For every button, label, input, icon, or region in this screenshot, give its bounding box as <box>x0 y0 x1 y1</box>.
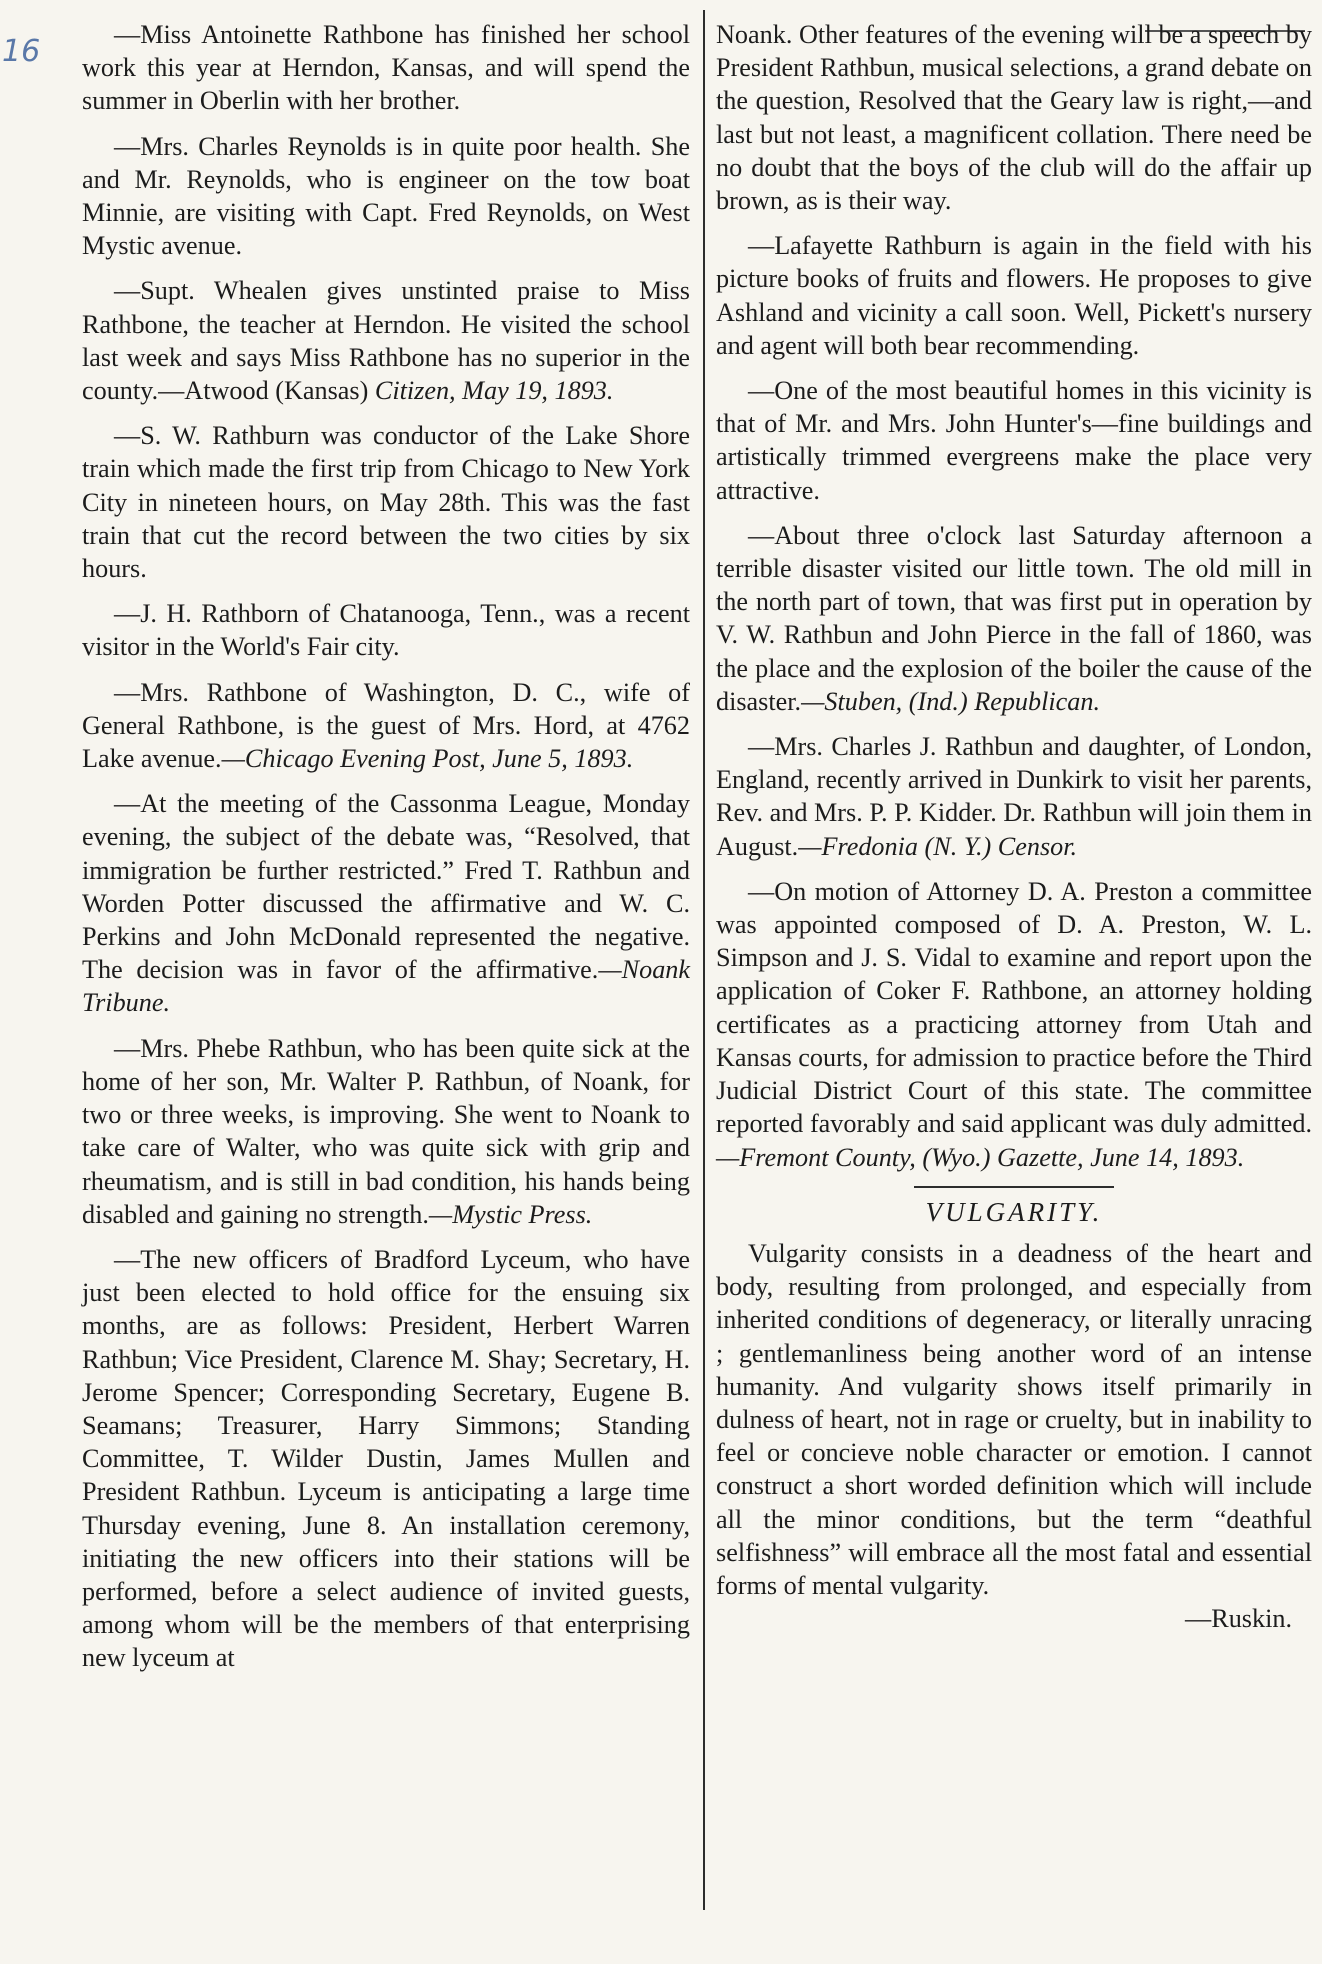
column-rule <box>703 10 705 1910</box>
section-divider <box>914 1186 1114 1188</box>
news-item: —On motion of Attorney D. A. Preston a committee was appointed composed of D. A. Preston, W. L. Simpson and J. S. Vidal to examine and report upon the application of Coker F. Rathbone, an attorney holding certificates as a practicing attorney from Utah and Kansas courts, for admission to practice before the Third Judicial District Court of this state. The committee reported favorably and said applicant was duly admitted.—Fremont County, (Wyo.) Gazette, June 14, 1893. <box>716 876 1312 1172</box>
news-item: —Miss Antoinette Rathbone has finished her school work this year at Herndon, Kansas, and will spend the summer in Oberlin with her brother. <box>82 20 690 116</box>
essay-author: —Ruskin. <box>1185 1604 1292 1634</box>
handwritten-page-number: 16 <box>2 34 41 69</box>
news-item: —Mrs. Charles J. Rathbun and daughter, of London, England, recently arrived in Dunkirk to visit her parents, Rev. and Mrs. P. P. Kidder. Dr. Rathbun will join them in August.—Fredonia (N. Y.) Censor. <box>716 732 1312 861</box>
news-item: —Supt. Whealen gives unstinted praise to Miss Rathbone, the teacher at Herndon. He visited the school last week and says Miss Rathbone has no superior in the county.—Atwood (Kansas) Citizen, May 19, 1893. <box>82 276 690 406</box>
news-item: —S. W. Rathburn was conductor of the Lake Shore train which made the first trip from Chicago to New York City in nineteen hours, on May 28th. This was the fast train that cut the record between the two cities by six hours. <box>82 421 690 584</box>
news-item: —At the meeting of the Cassonma League, Monday evening, the subject of the debate was, “Resolved, that immigration be further restricted.” Fred T. Rathbun and Worden Potter discussed the affirmative and W. C. Perkins and John McDonald represented the negative. The decision was in favor of the affirmative.—Noank Tribune. <box>82 789 690 1018</box>
news-item: —Mrs. Charles Reynolds is in quite poor health. She and Mr. Reynolds, who is engineer on the tow boat Minnie, are visiting with Capt. Fred Reynolds, on West Mystic avenue. <box>82 131 690 261</box>
news-item: Noank. Other features of the evening will be a speech by President Rathbun, musical selections, a grand debate on the question, Resolved that the Geary law is right,—and last but not least, a magnificent collation. There need be no doubt that the boys of the club will do the affair up brown, as is their way. <box>716 20 1312 216</box>
news-item: —J. H. Rathborn of Chatanooga, Tenn., was a recent visitor in the World's Fair city. <box>82 599 690 662</box>
news-item: —The new officers of Bradford Lyceum, who have just been elected to hold office for the ensuing six months, are as follows: President, Herbert Warren Rathbun; Vice President, Clarence M. Shay; Secretary, H. Jerome Spencer; Corresponding Secretary, Eugene B. Seamans; Treasurer, Harry Simmons; Standing Committee, T. Wilder Dustin, James Mullen and President Rathbun. Lyceum is anticipating a large time Thursday evening, June 8. An installation ceremony, initiating the new officers into their stations will be performed, before a select audience of invited guests, among whom will be the members of that enterprising new lyceum at <box>82 1244 690 1673</box>
essay-title: VULGARITY. <box>925 1196 1103 1227</box>
news-item: —One of the most beautiful homes in this vicinity is that of Mr. and Mrs. John Hunter's—fine buildings and artistically trimmed evergreens make the place very attractive. <box>716 376 1312 505</box>
right-column <box>716 18 1312 1635</box>
news-item: —Mrs. Phebe Rathbun, who has been quite sick at the home of her son, Mr. Walter P. Rathbun, of Noank, for two or three weeks, is improving. She went to Noank to take care of Walter, who was quite sick with grip and rheumatism, and is still in bad condition, his hands being disabled and gaining no strength.—Mystic Press. <box>82 1033 690 1229</box>
news-item: —About three o'clock last Saturday afternoon a terrible disaster visited our little town. The old mill in the north part of town, that was first put in operation by V. W. Rathbun and John Pierce in the fall of 1860, was the place and the explosion of the boiler the cause of the disaster.—Stuben, (Ind.) Republican. <box>716 520 1312 716</box>
news-item: —Lafayette Rathburn is again in the field with his picture books of fruits and flowers. He proposes to give Ashland and vicinity a call soon. Well, Pickett's nursery and agent will both bear recommending. <box>716 231 1312 360</box>
news-item: —Mrs. Rathbone of Washington, D. C., wife of General Rathbone, is the guest of Mrs. Hord, at 4762 Lake avenue.—Chicago Evening Post, June 5, 1893. <box>82 677 690 774</box>
left-column <box>82 18 690 1687</box>
essay-body: Vulgarity consists in a deadness of the heart and body, resulting from prolonged, and especially from inherited conditions of degeneracy, or literally unracing ; gentlemanliness being another word of an intense humanity. And vulgarity shows itself primarily in dulness of heart, not in rage or cruelty, but in inability to feel or concieve noble character or emotion. I cannot construct a short worded definition which will include all the minor conditions, but the term “deathful selfishness” will embrace all the most fatal and essential forms of mental vulgarity. <box>716 1238 1312 1600</box>
